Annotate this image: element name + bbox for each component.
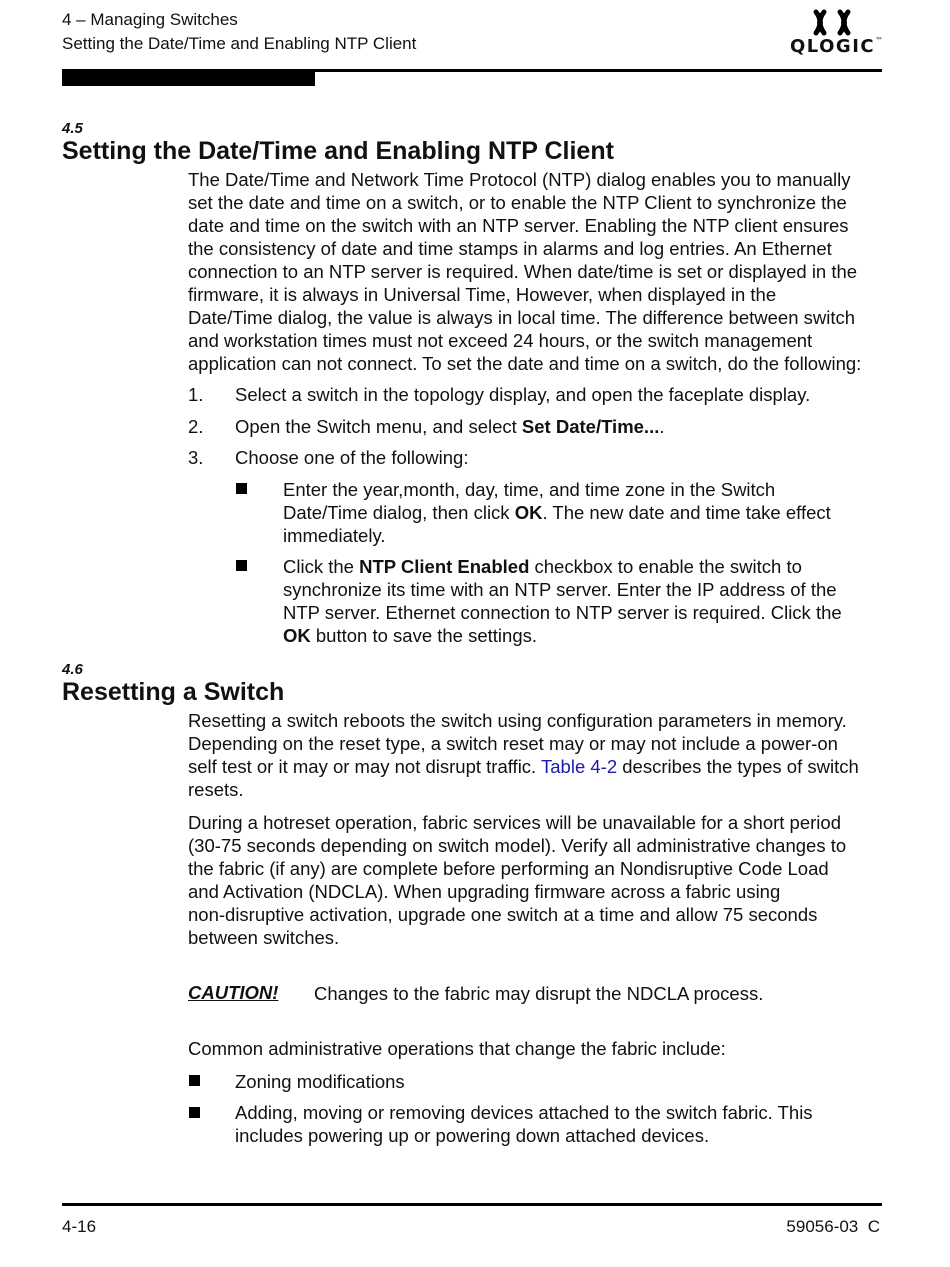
common-ops-intro: Common administrative operations that change the fabric include: [188,1038,726,1059]
step-text: Choose one of the following: [235,447,469,468]
step-number: 2. [188,416,204,437]
intro-paragraph [188,168,888,375]
text-line: connection to an NTP server is required. When date/time is set or displayed in the [188,261,858,282]
list-item: Zoning modifications [235,1071,405,1092]
list-item: Adding, moving or removing devices attached to the switch fabric. This includes powering up or powering down attached devices. [235,1102,813,1146]
header-tab-bar [62,72,315,86]
footer-rule [62,1203,882,1206]
bullet-icon [189,1075,200,1086]
text-line: and workstation times must not exceed 24 hours, or the switch management [188,330,813,351]
paragraph: During a hotreset operation, fabric services will be unavailable for a short period (30-75 seconds depending on switch model). Verify all administrative changes to the fabric (if any) are complete before performing an Nondisruptive Code Load and Activation (NDCLA). When upgrading firmware across a fabric using non-disruptive activation, upgrade one switch at a time and allow 75 seconds between switches. [188,812,847,948]
bullet-icon [236,560,247,571]
section-number: 4.6 [62,661,83,678]
section-title: Resetting a Switch [62,678,285,706]
logo-text: QLOGIC [790,36,876,57]
document-id: 59056-03 C [786,1217,880,1236]
step-number: 3. [188,447,204,468]
text-line: date and time on the switch with an NTP server. Enabling the NTP client ensures [188,215,849,236]
text-line: the consistency of date and time stamps in alarms and log entries. An Ethernet [188,238,832,259]
section-title: Setting the Date/Time and Enabling NTP Client [62,137,614,165]
qlogic-logo-mark-icon [790,6,882,40]
caution-label: CAUTION! [188,982,279,1003]
caution-text: Changes to the fabric may disrupt the NDCLA process. [314,983,764,1004]
text-line: set the date and time on a switch, or to enable the NTP Client to synchronize the [188,192,847,213]
text-line: firmware, it is always in Universal Time, However, when displayed in the [188,284,777,305]
logo-trademark: ™ [875,36,885,45]
paragraph: Resetting a switch reboots the switch using configuration parameters in memory. Depending on the reset type, a switch reset may or may not include a power-on self test or it may or may not disrupt traffic. Table 4-2 describes the types of switch resets. [188,710,859,800]
text-line: Date/Time dialog, the value is always in local time. The difference between switch [188,307,856,328]
text-line: The Date/Time and Network Time Protocol (NTP) dialog enables you to manually [188,169,851,190]
header-section: Setting the Date/Time and Enabling NTP Client [62,34,417,53]
step-text: Open the Switch menu, and select Set Date/Time.... [235,416,665,437]
list-item: Enter the year,month, day, time, and time zone in the Switch Date/Time dialog, then click OK. The new date and time take effect immediately. [283,479,831,546]
step-number: 1. [188,384,204,405]
header-chapter: 4 – Managing Switches [62,10,238,29]
qlogic-logo [790,6,885,62]
bullet-icon [189,1107,200,1118]
list-item: Click the NTP Client Enabled checkbox to enable the switch to synchronize its time with an NTP server. Enter the IP address of the NTP server. Ethernet connection to NTP server is required. Click the OK button to save the settings. [283,556,842,646]
section-number: 4.5 [62,120,83,137]
bullet-icon [236,483,247,494]
step-text: Select a switch in the topology display, and open the faceplate display. [235,384,811,405]
menu-item-set-date-time: Set Date/Time... [521,416,660,437]
table-4-2-link[interactable]: Table 4-2 [541,756,618,777]
page-number: 4-16 [62,1217,97,1236]
text-line: application can not connect. To set the date and time on a switch, do the following: [188,353,862,374]
